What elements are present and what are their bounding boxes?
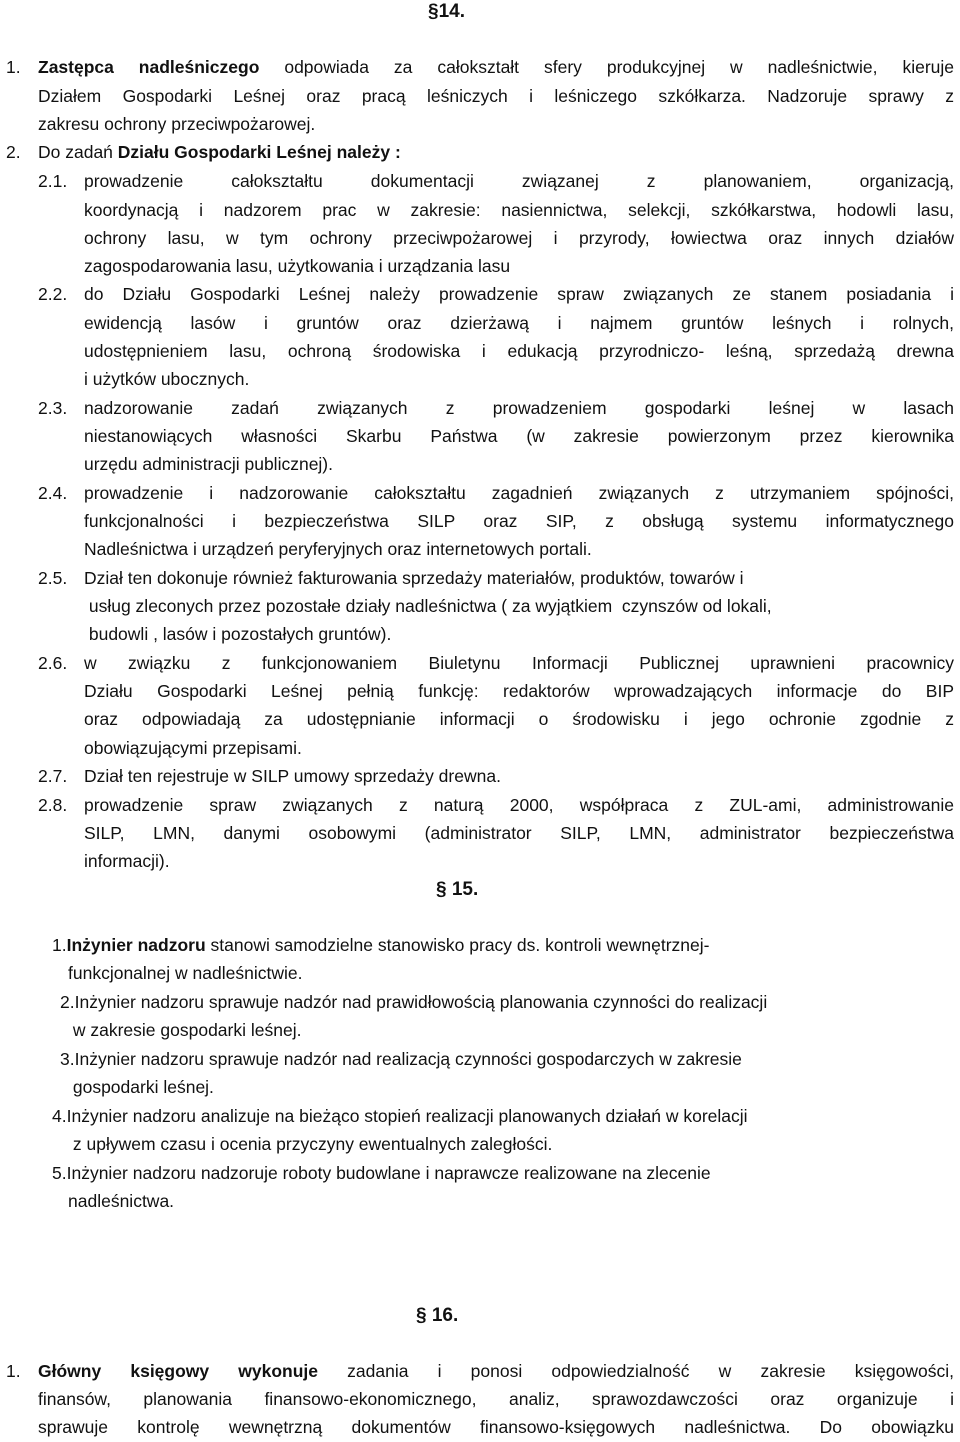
item-number: 2.4. xyxy=(38,483,68,503)
item-text: Inżynier nadzoru analizuje na bieżąco stopień realizacji planowanych działań w korelacji xyxy=(66,1106,748,1126)
item-text: stanowi samodzielne stanowisko pracy ds. kontroli wewnętrznej- xyxy=(205,935,710,955)
item-line: prowadzenie spraw związanych z naturą 2000, współpraca z ZUL-ami, administrowanie xyxy=(84,795,954,815)
item-number: 4. xyxy=(52,1106,67,1126)
paragraph-line xyxy=(38,53,954,82)
item-line: budowli , lasów i pozostałych gruntów). xyxy=(84,624,392,644)
item-number: 2.8. xyxy=(38,795,68,815)
item-number: 2.7. xyxy=(38,766,68,786)
paragraph-line: Działem Gospodarki Leśnej oraz pracą leśniczych i leśniczego szkółkarza. Nadzoruje sprawy z xyxy=(38,86,954,106)
item-line xyxy=(52,1102,932,1131)
item-line: funkcjonalnej w nadleśnictwie. xyxy=(68,963,303,983)
item-line: w związku z funkcjonowaniem Biuletynu Informacji Publicznej uprawnieni pracownicy xyxy=(84,653,954,673)
item-line: Dział ten dokonuje również fakturowania sprzedaży materiałów, produktów, towarów i xyxy=(84,568,744,588)
item-number: 2.2. xyxy=(38,284,68,304)
item-line: w zakresie gospodarki leśnej. xyxy=(68,1020,302,1040)
item-text: Inżynier nadzoru nadzoruje roboty budowlane i naprawcze realizowane na zlecenie xyxy=(66,1163,711,1183)
paragraph-line xyxy=(38,138,954,167)
bold-lead: Główny księgowy wykonuje xyxy=(38,1361,319,1381)
section-heading-16: § 16. xyxy=(416,1305,459,1326)
item-number: 2.3. xyxy=(38,398,68,418)
item-text: Inżynier nadzoru sprawuje nadzór nad prawidłowością planowania czynności do realizacji xyxy=(74,992,768,1012)
item-line: funkcjonalności i bezpieczeństwa SILP oraz SIP, z obsługą systemu informatycznego xyxy=(84,511,954,531)
item-line: zagospodarowania lasu, użytkowania i urządzania lasu xyxy=(84,256,511,276)
item-line: obowiązującymi przepisami. xyxy=(84,738,302,758)
item-line: usług zleconych przez pozostałe działy nadleśnictwa ( za wyjątkiem czynszów od lokali, xyxy=(84,596,772,616)
section-heading-15: § 15. xyxy=(436,879,479,900)
paragraph-number: 2. xyxy=(6,142,21,162)
item-line xyxy=(52,1159,932,1188)
item-line: prowadzenie całokształtu dokumentacji związanej z planowaniem, organizacją, xyxy=(84,171,954,191)
paragraph-line xyxy=(38,1357,954,1386)
item-line: do Działu Gospodarki Leśnej należy prowadzenie spraw związanych ze stanem posiadania i xyxy=(84,284,954,304)
item-number: 3. xyxy=(60,1049,75,1069)
item-line xyxy=(60,988,940,1017)
item-line: oraz odpowiadają za udostępnianie informacji o środowisku i jego ochronie zgodnie z xyxy=(84,709,954,729)
paragraph-text: Do zadań xyxy=(38,142,118,162)
paragraph-number: 1. xyxy=(6,1361,21,1381)
bold-lead: Inżynier nadzoru xyxy=(66,935,206,955)
item-line xyxy=(52,931,932,960)
item-number: 2.1. xyxy=(38,171,68,191)
item-line: Nadleśnictwa i urządzeń peryferyjnych oraz internetowych portali. xyxy=(84,539,592,559)
paragraph-line: zakresu ochrony przeciwpożarowej. xyxy=(38,114,316,134)
section-heading-14: §14. xyxy=(428,1,465,22)
paragraph-number: 1. xyxy=(6,57,21,77)
item-text: Inżynier nadzoru sprawuje nadzór nad realizacją czynności gospodarczych w zakresie xyxy=(74,1049,742,1069)
item-number: 1. xyxy=(52,935,67,955)
paragraph-text: zadania i ponosi odpowiedzialność w zakresie księgowości, xyxy=(318,1361,954,1381)
item-line: gospodarki leśnej. xyxy=(68,1077,214,1097)
item-line: nadleśnictwa. xyxy=(68,1191,175,1211)
bold-lead: Zastępca nadleśniczego xyxy=(38,57,260,77)
item-line: ochrony lasu, w tym ochrony przeciwpożarowej i przyrody, łowiectwa oraz innych działów xyxy=(84,228,954,248)
item-number: 2. xyxy=(60,992,75,1012)
item-line: nadzorowanie zadań związanych z prowadzeniem gospodarki leśnej w lasach xyxy=(84,398,954,418)
item-line: Dział ten rejestruje w SILP umowy sprzedaży drewna. xyxy=(84,766,501,786)
item-number: 2.6. xyxy=(38,653,68,673)
item-number: 2.5. xyxy=(38,568,68,588)
item-line: z upływem czasu i ocenia przyczyny ewentualnych zaległości. xyxy=(68,1134,553,1154)
item-line: niestanowiących własności Skarbu Państwa (w zakresie powierzonym przez kierownika xyxy=(84,426,954,446)
paragraph-line: sprawuje kontrolę wewnętrzną dokumentów finansowo-księgowych nadleśnictwa. Do obowiązku xyxy=(38,1417,954,1437)
item-line: urzędu administracji publicznej). xyxy=(84,454,333,474)
item-line: koordynacją i nadzorem prac w zakresie: nasiennictwa, selekcji, szkółkarstwa, hodowli lasu, xyxy=(84,200,954,220)
item-line: SILP, LMN, danymi osobowymi (administrator SILP, LMN, administrator bezpieczeństwa xyxy=(84,823,954,843)
item-line: udostępnieniem lasu, ochroną środowiska i edukacją przyrodniczo- leśną, sprzedażą drewna xyxy=(84,341,954,361)
item-line: Działu Gospodarki Leśnej pełnią funkcję: redaktorów wprowadzających informacje do BIP xyxy=(84,681,954,701)
paragraph-line: finansów, planowania finansowo-ekonomicznego, analiz, sprawozdawczości oraz organizuje i xyxy=(38,1389,954,1409)
item-line xyxy=(60,1045,940,1074)
paragraph-text: odpowiada za całokształt sfery produkcyjnej w nadleśnictwie, kieruje xyxy=(259,57,955,77)
bold-part: Działu Gospodarki Leśnej należy : xyxy=(117,142,401,162)
item-line: ewidencją lasów i gruntów oraz dzierżawą i najmem gruntów leśnych i rolnych, xyxy=(84,313,954,333)
item-number: 5. xyxy=(52,1163,67,1183)
item-line: prowadzenie i nadzorowanie całokształtu zagadnień związanych z utrzymaniem spójności, xyxy=(84,483,954,503)
item-line: i użytków ubocznych. xyxy=(84,369,250,389)
item-line: informacji). xyxy=(84,851,170,871)
